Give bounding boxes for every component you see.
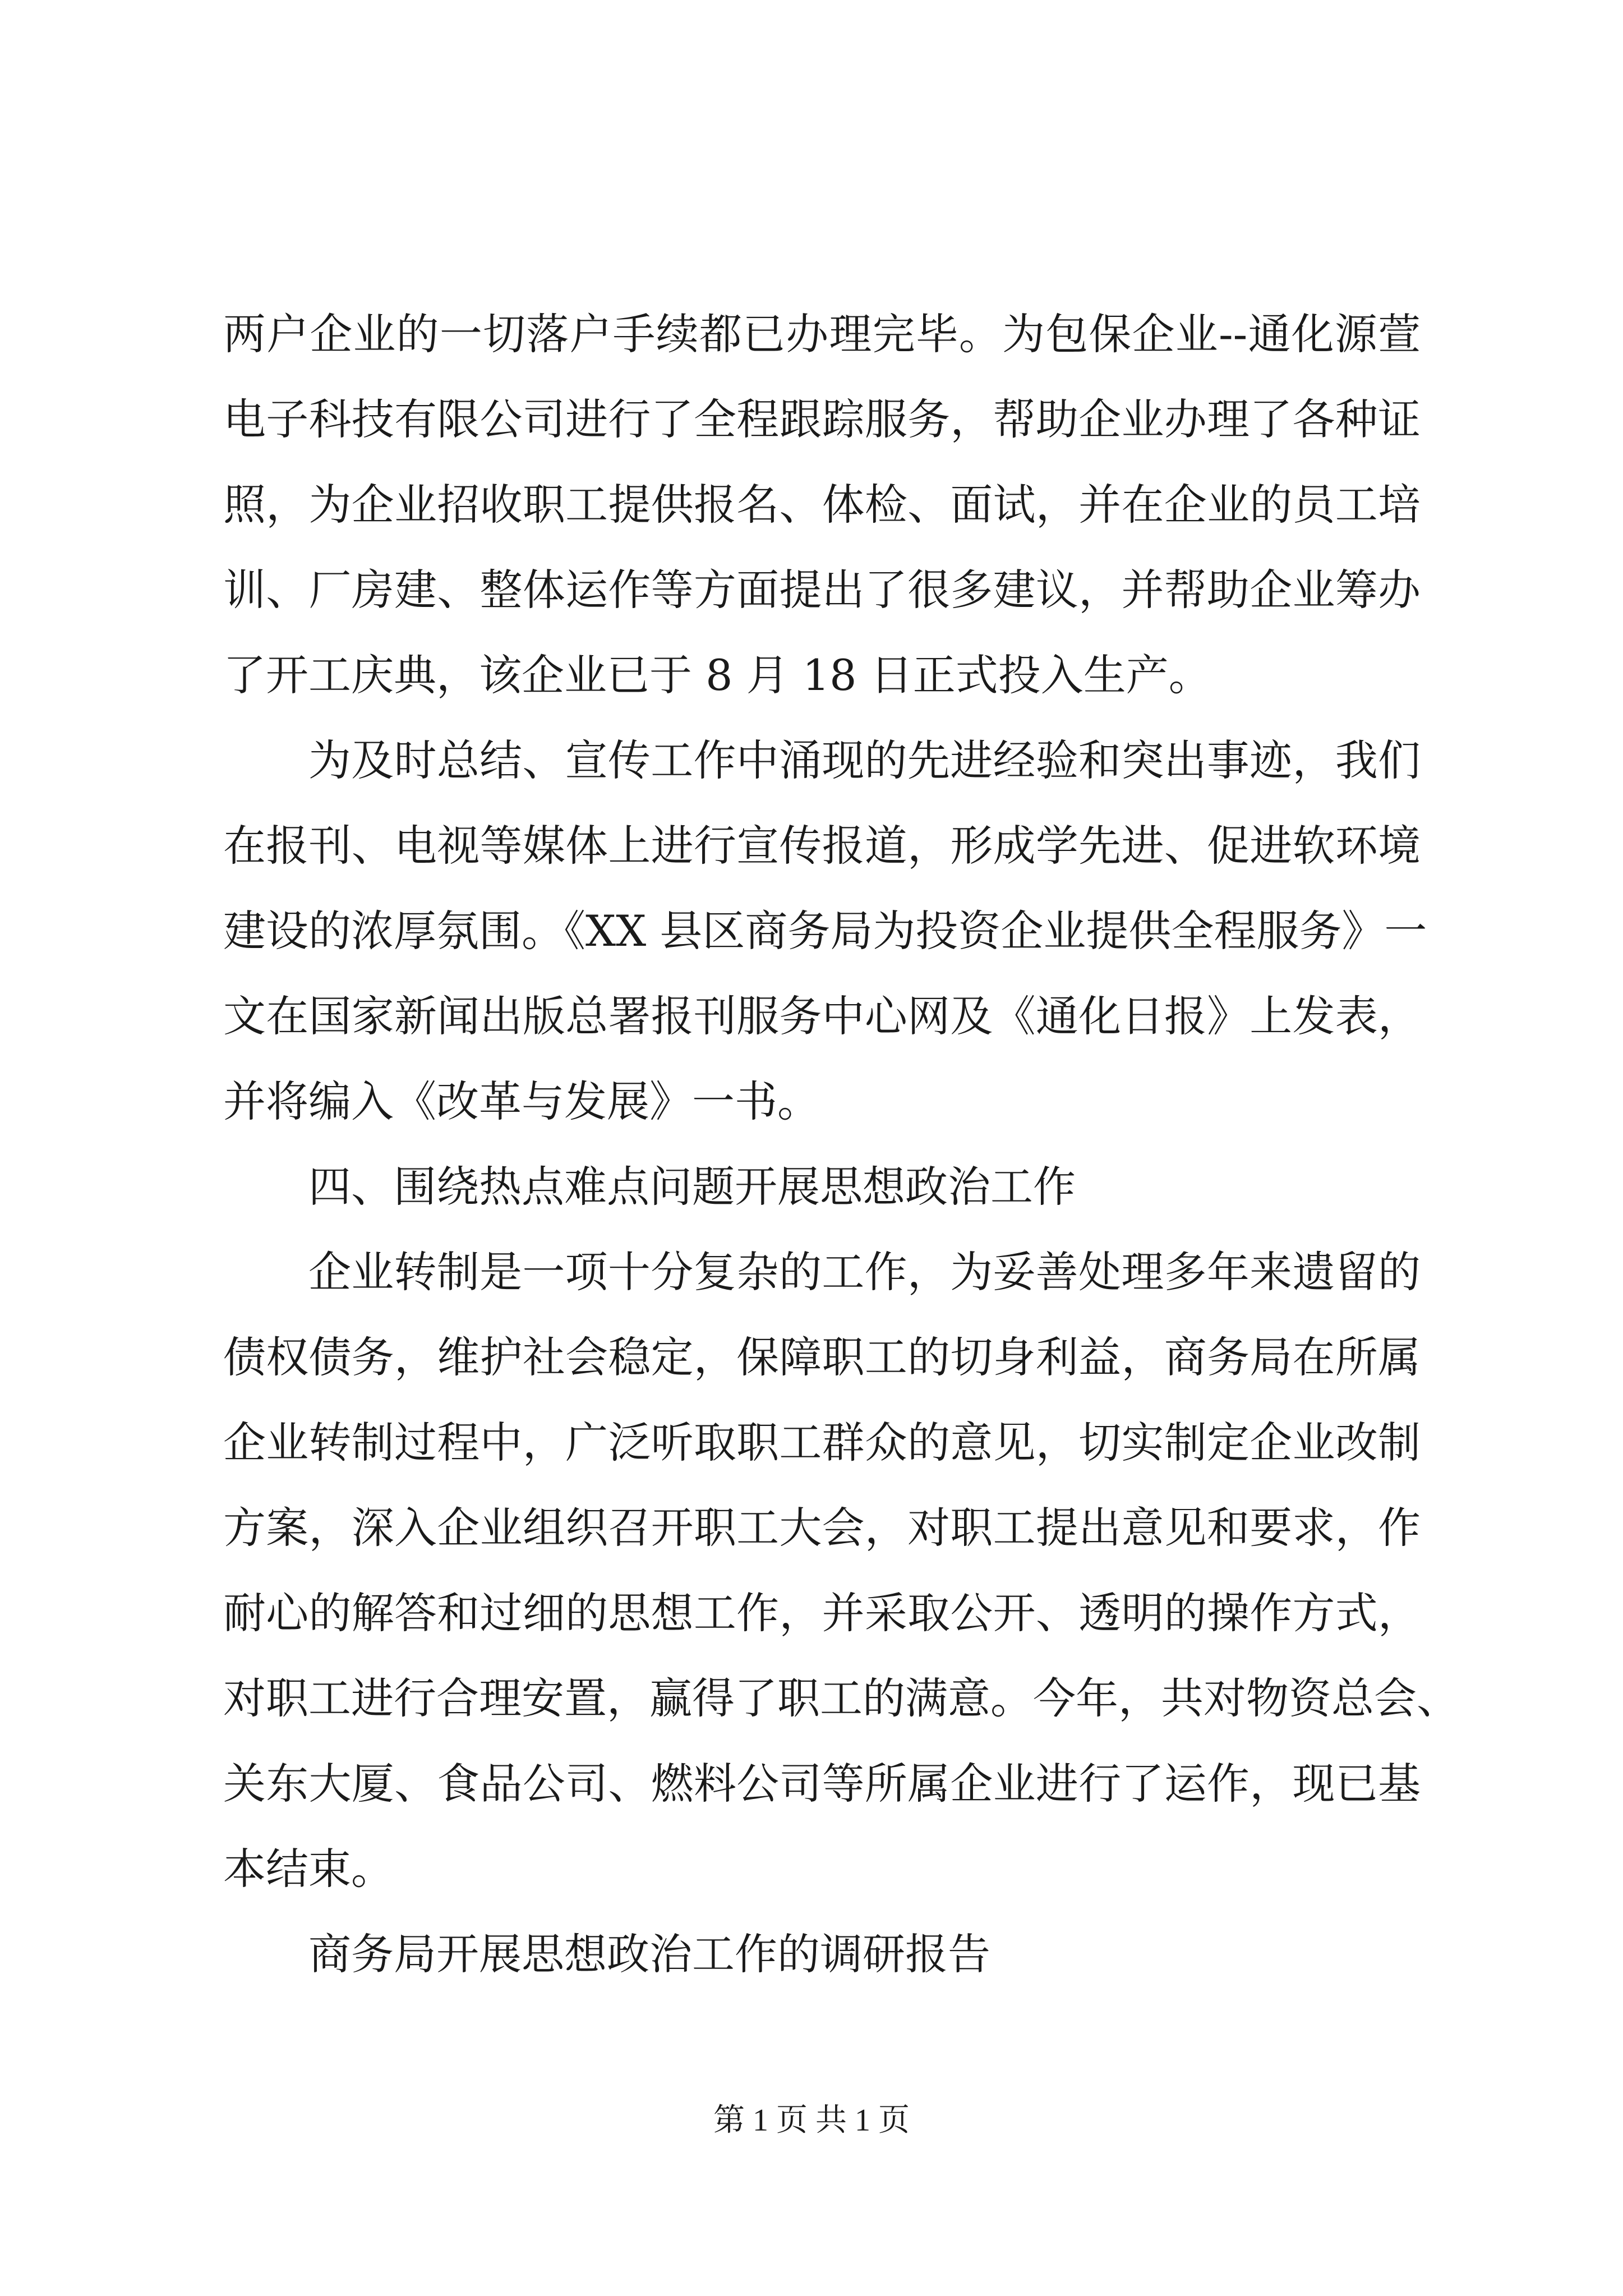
text-line: 耐心的解答和过细的思想工作，并采取公开、透明的操作方式， (223, 1588, 1421, 1638)
page-footer: 第 1 页 共 1 页 (713, 2103, 910, 2138)
text-line: 照，为企业招收职工提供报名、体检、面试，并在企业的员工培 (223, 480, 1421, 530)
text-line: 文在国家新闻出版总署报刊服务中心网及《通化日报》上发表， (223, 991, 1421, 1041)
text-line: 关东大厦、食品公司、燃料公司等所属企业进行了运作，现已基 (223, 1759, 1421, 1809)
text-line: 为及时总结、宣传工作中涌现的先进经验和突出事迹，我们 (308, 735, 1421, 785)
text-line: 两户企业的一切落户手续都已办理完毕。为包保企业--通化源萱 (223, 309, 1421, 359)
text-line: 建设的浓厚氛围。《XX 县区商务局为投资企业提供全程服务》一 (223, 906, 1427, 956)
text-line: 训、厂房建、整体运作等方面提出了很多建议，并帮助企业筹办 (223, 565, 1421, 615)
text-line: 对职工进行合理安置，赢得了职工的满意。今年，共对物资总会、 (223, 1673, 1459, 1723)
text-line: 在报刊、电视等媒体上进行宣传报道，形成学先进、促进软环境 (223, 821, 1421, 871)
text-line: 方案，深入企业组织召开职工大会，对职工提出意见和要求，作 (223, 1503, 1421, 1553)
body-text (223, 292, 1459, 1997)
text-line: 四、围绕热点难点问题开展思想政治工作 (308, 1162, 1076, 1212)
text-line: 电子科技有限公司进行了全程跟踪服务，帮助企业办理了各种证 (223, 394, 1421, 444)
text-line: 并将编入《改革与发展》一书。 (223, 1076, 820, 1126)
text-line: 商务局开展思想政治工作的调研报告 (308, 1929, 990, 1979)
text-line: 本结束。 (223, 1844, 394, 1894)
text-line: 企业转制是一项十分复杂的工作，为妥善处理多年来遗留的 (308, 1247, 1421, 1297)
text-line: 企业转制过程中，广泛听取职工群众的意见，切实制定企业改制 (223, 1418, 1421, 1467)
text-line: 了开工庆典，该企业已于 8 月 18 日正式投入生产。 (223, 650, 1211, 700)
text-line: 债权债务，维护社会稳定，保障职工的切身利益，商务局在所属 (223, 1332, 1421, 1382)
